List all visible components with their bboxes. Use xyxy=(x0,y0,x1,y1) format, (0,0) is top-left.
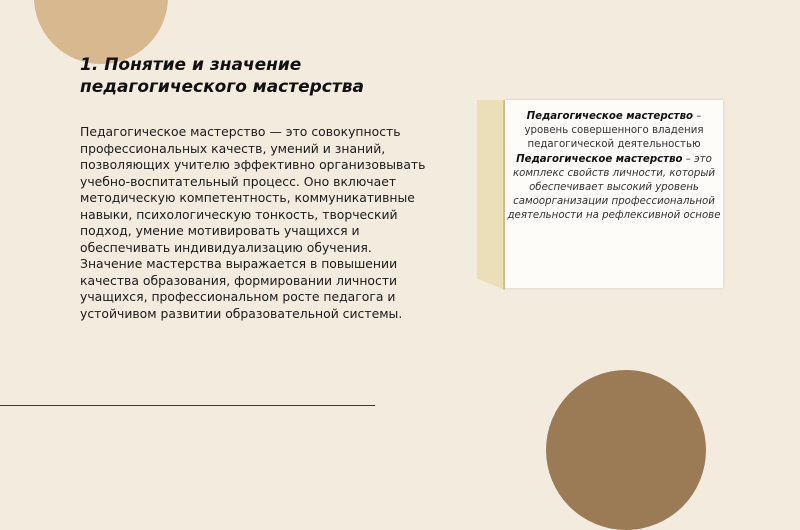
definition-1 xyxy=(505,110,723,153)
horizontal-divider xyxy=(0,405,375,406)
definition-2-text: – это комплекс свойств личности, который обеспечивает высокий уровень самоорганизации профессиональной деятельности на рефлексивной основе xyxy=(507,153,721,222)
slide-title xyxy=(80,54,420,98)
slide-body-text: Педагогическое мастерство — это совокупность профессиональных качеств, умений и знаний, позволяющих учителю эффективно организовывать учебно-воспитательный процесс. Оно включает методическую компетентность, коммуникативные навыки, психологическую тонкость, творческий подход, умение мотивировать учащихся и обеспечивать индивидуализацию обучения. Значение мастерства выражается в повышении качества образования, формировании личности учащихся, профессиональном росте педагога и устойчивом развитии образовательной системы. xyxy=(80,124,426,321)
decorative-circle-bottom xyxy=(546,370,706,530)
definition-card-content xyxy=(505,110,723,224)
slide-title-line2: педагогического мастерства xyxy=(80,77,364,97)
definition-1-text: – уровень совершенного владения педагогической деятельностью xyxy=(524,111,704,151)
definition-1-term: Педагогическое мастерство xyxy=(526,111,694,122)
definition-2 xyxy=(505,153,723,224)
slide-title-line1: 1. Понятие и значение xyxy=(80,55,302,75)
definition-card xyxy=(505,100,723,288)
definition-2-term: Педагогическое мастерство xyxy=(516,153,683,165)
scroll-decoration xyxy=(477,100,505,290)
